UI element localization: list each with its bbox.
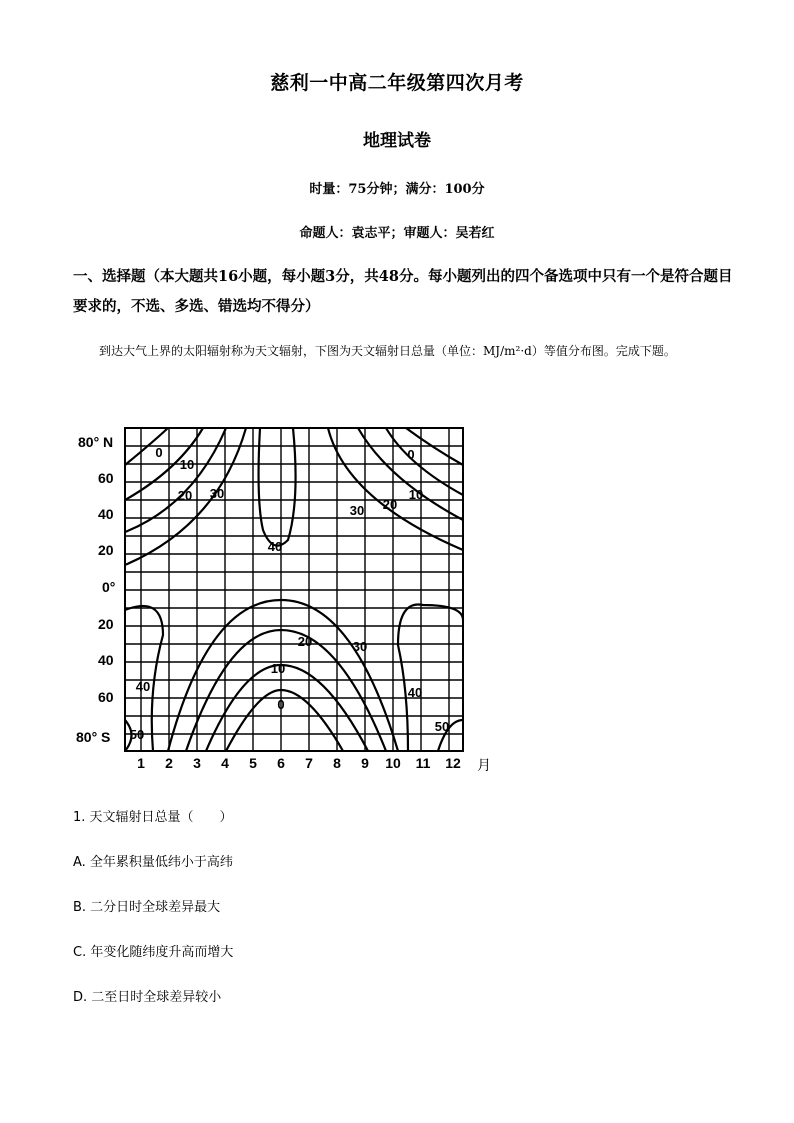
option-b[interactable]: B. 二分日时全球差异最大 <box>73 900 221 915</box>
option-d[interactable]: D. 二至日时全球差异较小 <box>73 990 222 1005</box>
contour-label: 40 <box>267 539 283 554</box>
option-a[interactable]: A. 全年累积量低纬小于高纬 <box>73 855 233 870</box>
month-label: 3 <box>193 755 201 771</box>
grid-lines <box>125 428 463 751</box>
contour-label: 50 <box>434 719 450 734</box>
month-label: 9 <box>361 755 369 771</box>
lat-label: 60 <box>98 689 114 705</box>
lat-label: 80° N <box>78 434 114 450</box>
contour-label: 50 <box>129 727 145 742</box>
author-info: 命题人：袁志平；审题人：吴若红 <box>299 226 495 241</box>
lat-label: 40 <box>98 652 114 668</box>
contour-label: 0 <box>155 445 163 460</box>
month-labels <box>137 755 491 773</box>
month-label: 4 <box>221 755 229 771</box>
contour-label: 30 <box>352 639 368 654</box>
contour-label: 40 <box>135 679 151 694</box>
month-label: 2 <box>165 755 173 771</box>
lat-label: 20 <box>98 542 114 558</box>
time-info: 时量：75分钟；满分：100分 <box>309 182 485 197</box>
contour-label: 30 <box>209 486 225 501</box>
contour-label: 20 <box>297 634 313 649</box>
radiation-isoline-map <box>68 420 498 780</box>
month-label: 5 <box>249 755 257 771</box>
lat-label: 0° <box>102 579 116 595</box>
latitude-labels <box>76 434 115 745</box>
page-subtitle: 地理试卷 <box>363 131 431 151</box>
month-label: 11 <box>415 755 431 771</box>
month-label: 6 <box>277 755 285 771</box>
contour-label: 0 <box>277 697 285 712</box>
intro-paragraph: 到达大气上界的太阳辐射称为天文辐射，下图为天文辐射日总量（单位：MJ/m²·d）等值分布图。完成下题。 <box>99 344 676 358</box>
section-heading: 一、选择题（本大题共16小题，每小题3分，共48分。每小题列出的四个备选项中只有一个是符合题目要求的，不选、多选、错选均不得分） <box>73 268 733 315</box>
month-unit: 月 <box>477 757 491 773</box>
lat-label: 40 <box>98 506 114 522</box>
month-label: 8 <box>333 755 341 771</box>
isoline-nw-10 <box>386 428 463 495</box>
contour-label: 10 <box>408 487 424 502</box>
option-c[interactable]: C. 年变化随纬度升高而增大 <box>73 945 234 960</box>
contour-label: 40 <box>407 685 423 700</box>
isoline-nw-20 <box>358 428 463 520</box>
contour-label: 10 <box>179 457 195 472</box>
month-label: 7 <box>305 755 313 771</box>
isoline-s-10 <box>206 665 368 751</box>
contour-label: 30 <box>349 503 365 518</box>
month-label: 10 <box>385 755 401 771</box>
question-stem: 1. 天文辐射日总量（ ） <box>73 810 233 825</box>
lat-label: 80° S <box>76 729 111 745</box>
contour-label: 10 <box>270 661 286 676</box>
month-label: 1 <box>137 755 145 771</box>
contour-label: 0 <box>407 447 415 462</box>
isoline-ne-20 <box>125 428 226 532</box>
lat-label: 20 <box>98 616 114 632</box>
contour-label: 20 <box>382 497 398 512</box>
month-label: 12 <box>445 755 461 771</box>
contour-label: 20 <box>177 488 193 503</box>
page-title: 慈利一中高二年级第四次月考 <box>270 72 524 94</box>
lat-label: 60 <box>98 470 114 486</box>
